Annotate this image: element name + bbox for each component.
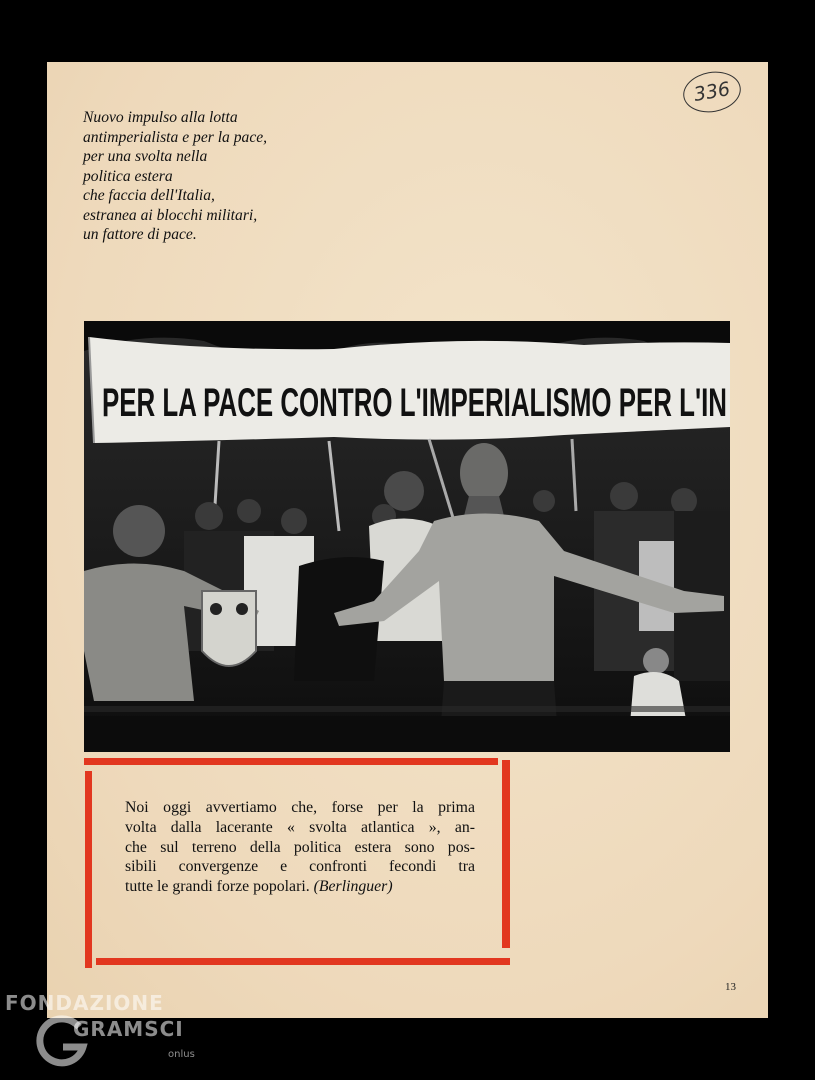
quote-line: che sul terreno della politica estera sono pos- (125, 838, 475, 856)
quote-line: tutte le grandi forze popolari. (125, 878, 310, 896)
frame-bottom-bar (96, 958, 510, 965)
magazine-page (47, 62, 768, 1018)
quote-last-line (125, 877, 475, 897)
quote-attribution: (Berlinguer) (313, 878, 393, 896)
intro-line: per una svolta nella (83, 148, 208, 165)
banner-text: PER LA PACE CONTRO L'IMPERIALISMO PER L'IN (102, 381, 727, 425)
intro-line: estranea ai blocchi militari, (83, 206, 258, 224)
intro-line: un fattore di pace. (83, 226, 197, 243)
protest-photo (84, 321, 730, 752)
intro-line: Nuovo impulso alla lotta (83, 109, 238, 126)
watermark-line3: onlus (168, 1049, 195, 1060)
quote-text (125, 798, 475, 897)
quote-line: volta dalla lacerante « svolta atlantica », an- (125, 818, 475, 836)
intro-line: politica estera (83, 167, 173, 185)
quote-line: Noi oggi avvertiamo che, forse per la prima (125, 799, 475, 816)
intro-line: antimperialista e per la pace, (83, 128, 268, 146)
fondazione-gramsci-watermark (5, 991, 205, 1071)
intro-line: che faccia dell'Italia, (83, 187, 215, 204)
watermark-line2: GRAMSCI (73, 1017, 184, 1041)
intro-caption (83, 108, 343, 245)
photo-illustration (84, 321, 730, 752)
archive-number-annotation: 336 (680, 67, 744, 116)
watermark-line1: FONDAZIONE (5, 991, 164, 1015)
page-number: 13 (725, 981, 736, 993)
frame-top-bar (84, 758, 498, 765)
frame-left-bar (85, 771, 92, 968)
quote-line: sibili convergenze e confronti fecondi tra (125, 858, 475, 876)
frame-right-bar (502, 760, 510, 948)
